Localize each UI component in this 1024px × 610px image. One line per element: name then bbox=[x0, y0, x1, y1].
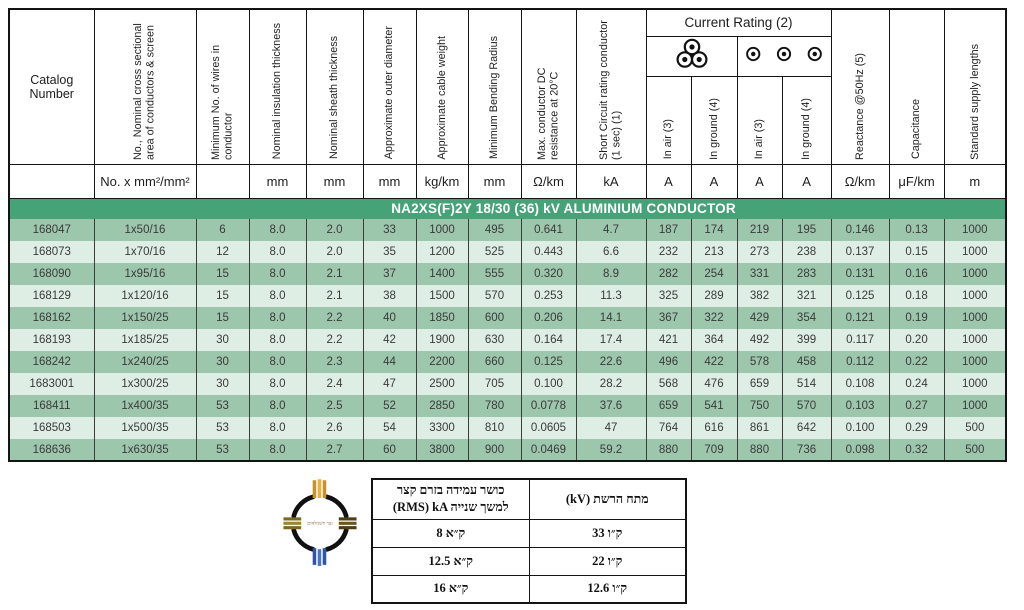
cell: 42 bbox=[363, 329, 416, 351]
cell: 780 bbox=[468, 395, 521, 417]
cell: 53 bbox=[196, 439, 249, 461]
cell: 0.16 bbox=[889, 263, 944, 285]
cell: 1000 bbox=[944, 351, 1006, 373]
cell: 500 bbox=[944, 417, 1006, 439]
cell: 0.641 bbox=[521, 219, 576, 241]
cell: 578 bbox=[737, 351, 782, 373]
table-row bbox=[9, 351, 1006, 373]
cell: 168129 bbox=[9, 285, 94, 307]
cell: 421 bbox=[646, 329, 691, 351]
cell: 525 bbox=[468, 241, 521, 263]
table-row bbox=[9, 373, 1006, 395]
cell: 8.0 bbox=[249, 417, 306, 439]
cell: 1000 bbox=[944, 241, 1006, 263]
cell: 476 bbox=[691, 373, 737, 395]
cell: 1x150/25 bbox=[94, 307, 196, 329]
cell: 44 bbox=[363, 351, 416, 373]
unit-label bbox=[9, 164, 94, 198]
cell: 254 bbox=[691, 263, 737, 285]
section-title-band bbox=[9, 198, 1006, 219]
cell: 1x400/35 bbox=[94, 395, 196, 417]
short-circuit-value: 16 ק״א bbox=[372, 575, 529, 603]
col-header-cross-section bbox=[94, 9, 196, 164]
cell: 213 bbox=[691, 241, 737, 263]
cell: 60 bbox=[363, 439, 416, 461]
col-label: In air (3) bbox=[662, 119, 675, 160]
unit-label: A bbox=[646, 164, 691, 198]
cell: 273 bbox=[737, 241, 782, 263]
cell: 1x95/16 bbox=[94, 263, 196, 285]
unit-label: mm bbox=[468, 164, 521, 198]
cell: 0.103 bbox=[831, 395, 889, 417]
cell: 0.098 bbox=[831, 439, 889, 461]
cell: 1x300/25 bbox=[94, 373, 196, 395]
unit-label: kg/km bbox=[416, 164, 468, 198]
voltage-row bbox=[372, 519, 686, 547]
logo-top-bars bbox=[313, 479, 327, 498]
cell: 37 bbox=[363, 263, 416, 285]
cell: 174 bbox=[691, 219, 737, 241]
cell: 2.7 bbox=[306, 439, 363, 461]
cell: 232 bbox=[646, 241, 691, 263]
cell: 422 bbox=[691, 351, 737, 373]
cell: 8.0 bbox=[249, 373, 306, 395]
cell: 2.1 bbox=[306, 263, 363, 285]
cell: 8.0 bbox=[249, 439, 306, 461]
cell: 2.3 bbox=[306, 351, 363, 373]
col-label: In ground (4) bbox=[707, 97, 720, 160]
col-header-supply-lengths bbox=[944, 9, 1006, 164]
cell: 0.121 bbox=[831, 307, 889, 329]
cell: 705 bbox=[468, 373, 521, 395]
cell: 15 bbox=[196, 263, 249, 285]
header-row-main bbox=[9, 9, 1006, 36]
col-label: No., Nominal cross sectional area of conductors & screen bbox=[132, 22, 157, 160]
cell: 11.3 bbox=[576, 285, 646, 307]
table-row bbox=[9, 439, 1006, 461]
col-label: Standard supply lengths bbox=[968, 43, 981, 160]
col-label: Minimum Bending Radius bbox=[488, 36, 501, 160]
unit-label: mm bbox=[306, 164, 363, 198]
cell: 458 bbox=[782, 351, 831, 373]
cell: 1900 bbox=[416, 329, 468, 351]
col-header-sheath-thickness bbox=[306, 9, 363, 164]
cell: 495 bbox=[468, 219, 521, 241]
cell: 15 bbox=[196, 285, 249, 307]
cell: 1000 bbox=[944, 307, 1006, 329]
network-voltage-column-header: (kV) מתח הרשת bbox=[529, 479, 686, 519]
cell: 38 bbox=[363, 285, 416, 307]
cell: 642 bbox=[782, 417, 831, 439]
cell: 321 bbox=[782, 285, 831, 307]
cell: 1850 bbox=[416, 307, 468, 329]
col-header-in-air-flat bbox=[737, 76, 782, 164]
cable-spec-table bbox=[8, 8, 1007, 462]
cell: 0.100 bbox=[521, 373, 576, 395]
cell: 0.125 bbox=[521, 351, 576, 373]
cell: 3300 bbox=[416, 417, 468, 439]
cell: 492 bbox=[737, 329, 782, 351]
table-row bbox=[9, 395, 1006, 417]
col-label: In air (3) bbox=[753, 119, 766, 160]
cell: 900 bbox=[468, 439, 521, 461]
cell: 168073 bbox=[9, 241, 94, 263]
cell: 1x50/16 bbox=[94, 219, 196, 241]
cell: 40 bbox=[363, 307, 416, 329]
cell: 1000 bbox=[944, 373, 1006, 395]
col-header-reactance bbox=[831, 9, 889, 164]
col-label: Minimum No. of wires in conductor bbox=[209, 44, 235, 160]
cell: 0.146 bbox=[831, 219, 889, 241]
cell: 0.125 bbox=[831, 285, 889, 307]
cell: 2.2 bbox=[306, 307, 363, 329]
cell: 283 bbox=[782, 263, 831, 285]
col-label: Nominal sheath thickness bbox=[328, 36, 341, 160]
cell: 47 bbox=[363, 373, 416, 395]
network-voltage-value: 12.6 ק״ו bbox=[529, 575, 686, 603]
short-circuit-column-header bbox=[372, 479, 529, 519]
cell: 195 bbox=[782, 219, 831, 241]
cell: 8.0 bbox=[249, 307, 306, 329]
cell: 1500 bbox=[416, 285, 468, 307]
cell: 35 bbox=[363, 241, 416, 263]
col-label: In ground (4) bbox=[800, 97, 813, 160]
cell: 54 bbox=[363, 417, 416, 439]
cell: 555 bbox=[468, 263, 521, 285]
cell: 0.206 bbox=[521, 307, 576, 329]
cell: 0.100 bbox=[831, 417, 889, 439]
cell: 0.18 bbox=[889, 285, 944, 307]
short-circuit-header-line2: (RMS) kA למשך שנייה bbox=[392, 500, 509, 515]
unit-label: m bbox=[944, 164, 1006, 198]
cell: 219 bbox=[737, 219, 782, 241]
unit-label: A bbox=[782, 164, 831, 198]
unit-label: A bbox=[691, 164, 737, 198]
cell: 0.22 bbox=[889, 351, 944, 373]
col-header-in-ground-flat bbox=[782, 76, 831, 164]
cell: 2.0 bbox=[306, 219, 363, 241]
cell: 0.0605 bbox=[521, 417, 576, 439]
unit-label: A bbox=[737, 164, 782, 198]
cell: 6.6 bbox=[576, 241, 646, 263]
col-label: Short Circuit rating conductor (1 sec) (1) bbox=[598, 19, 623, 160]
cell: 1000 bbox=[416, 219, 468, 241]
cell: 53 bbox=[196, 395, 249, 417]
cell: 33 bbox=[363, 219, 416, 241]
cell: 1x500/35 bbox=[94, 417, 196, 439]
cell: 0.24 bbox=[889, 373, 944, 395]
logo-right-bars bbox=[339, 517, 357, 529]
col-label: Capacitance bbox=[910, 99, 923, 160]
cell: 880 bbox=[737, 439, 782, 461]
cell: 399 bbox=[782, 329, 831, 351]
cell: 382 bbox=[737, 285, 782, 307]
cable-table-body bbox=[9, 198, 1006, 461]
cell: 28.2 bbox=[576, 373, 646, 395]
cell: 0.112 bbox=[831, 351, 889, 373]
cell: 2850 bbox=[416, 395, 468, 417]
voltage-row bbox=[372, 575, 686, 603]
cell: 630 bbox=[468, 329, 521, 351]
table-row bbox=[9, 285, 1006, 307]
cell: 30 bbox=[196, 351, 249, 373]
cell: 0.27 bbox=[889, 395, 944, 417]
cell: 1x630/35 bbox=[94, 439, 196, 461]
col-header-dc-resistance bbox=[521, 9, 576, 164]
cell: 2.4 bbox=[306, 373, 363, 395]
cell: 0.20 bbox=[889, 329, 944, 351]
cell: 30 bbox=[196, 329, 249, 351]
cell: 1x240/25 bbox=[94, 351, 196, 373]
cell: 1000 bbox=[944, 219, 1006, 241]
cell: 282 bbox=[646, 263, 691, 285]
cell: 764 bbox=[646, 417, 691, 439]
cell: 0.32 bbox=[889, 439, 944, 461]
cell: 0.29 bbox=[889, 417, 944, 439]
table-row bbox=[9, 417, 1006, 439]
cell: 1400 bbox=[416, 263, 468, 285]
unit-label bbox=[196, 164, 249, 198]
cell: 616 bbox=[691, 417, 737, 439]
col-header-in-air-trefoil bbox=[646, 76, 691, 164]
cell: 0.320 bbox=[521, 263, 576, 285]
cell: 1683001 bbox=[9, 373, 94, 395]
cell: 2200 bbox=[416, 351, 468, 373]
col-label: Nominal insulation thickness bbox=[271, 23, 284, 160]
cell: 367 bbox=[646, 307, 691, 329]
cell: 2.0 bbox=[306, 241, 363, 263]
cell: 570 bbox=[782, 395, 831, 417]
cell: 659 bbox=[737, 373, 782, 395]
cell: 325 bbox=[646, 285, 691, 307]
cell: 8.0 bbox=[249, 219, 306, 241]
logo-bottom-bars bbox=[313, 548, 327, 566]
cell: 187 bbox=[646, 219, 691, 241]
cell: 709 bbox=[691, 439, 737, 461]
col-header-in-ground-trefoil bbox=[691, 76, 737, 164]
table-row bbox=[9, 241, 1006, 263]
cell: 354 bbox=[782, 307, 831, 329]
cell: 880 bbox=[646, 439, 691, 461]
cell: 514 bbox=[782, 373, 831, 395]
col-header-capacitance bbox=[889, 9, 944, 164]
cell: 168503 bbox=[9, 417, 94, 439]
cell: 30 bbox=[196, 373, 249, 395]
current-rating-group-header: Current Rating (2) bbox=[646, 9, 831, 36]
cell: 2500 bbox=[416, 373, 468, 395]
logo-left-bars bbox=[283, 517, 301, 529]
cell: 0.0778 bbox=[521, 395, 576, 417]
cell: 600 bbox=[468, 307, 521, 329]
cell: 22.6 bbox=[576, 351, 646, 373]
company-logo bbox=[278, 474, 362, 568]
cell: 238 bbox=[782, 241, 831, 263]
cell: 541 bbox=[691, 395, 737, 417]
cell: 17.4 bbox=[576, 329, 646, 351]
cell: 1200 bbox=[416, 241, 468, 263]
cell: 500 bbox=[944, 439, 1006, 461]
cell: 1x185/25 bbox=[94, 329, 196, 351]
cell: 12 bbox=[196, 241, 249, 263]
col-header-cable-weight bbox=[416, 9, 468, 164]
cell: 1000 bbox=[944, 263, 1006, 285]
col-header-bending-radius bbox=[468, 9, 521, 164]
cell: 8.0 bbox=[249, 351, 306, 373]
cell: 570 bbox=[468, 285, 521, 307]
short-circuit-value: 8 ק״א bbox=[372, 519, 529, 547]
network-voltage-value: 33 ק״ו bbox=[529, 519, 686, 547]
cell: 750 bbox=[737, 395, 782, 417]
cell: 429 bbox=[737, 307, 782, 329]
cell: 6 bbox=[196, 219, 249, 241]
unit-label: Ω/km bbox=[831, 164, 889, 198]
cell: 659 bbox=[646, 395, 691, 417]
cell: 168047 bbox=[9, 219, 94, 241]
cell: 8.0 bbox=[249, 241, 306, 263]
flat-arrangement-icon bbox=[737, 36, 831, 76]
unit-label: kA bbox=[576, 164, 646, 198]
col-header-outer-diameter bbox=[363, 9, 416, 164]
cell: 0.131 bbox=[831, 263, 889, 285]
cell: 59.2 bbox=[576, 439, 646, 461]
trefoil-arrangement-icon bbox=[646, 36, 737, 76]
short-circuit-value: 12.5 ק״א bbox=[372, 547, 529, 575]
cell: 2.6 bbox=[306, 417, 363, 439]
cell: 810 bbox=[468, 417, 521, 439]
cell: 568 bbox=[646, 373, 691, 395]
col-label: Approximate cable weight bbox=[435, 35, 448, 160]
logo-center-text: נצר חשמלאים bbox=[307, 521, 333, 527]
col-label: Max. conductor DC resistance at 20°C bbox=[535, 67, 561, 160]
unit-label: No. x mm²/mm² bbox=[94, 164, 196, 198]
cell: 2.2 bbox=[306, 329, 363, 351]
cell: 0.19 bbox=[889, 307, 944, 329]
voltage-table-header-row bbox=[372, 479, 686, 519]
unit-label: μF/km bbox=[889, 164, 944, 198]
cell: 322 bbox=[691, 307, 737, 329]
col-header-short-circuit bbox=[576, 9, 646, 164]
cell: 660 bbox=[468, 351, 521, 373]
cell: 52 bbox=[363, 395, 416, 417]
cell: 0.0469 bbox=[521, 439, 576, 461]
table-row bbox=[9, 329, 1006, 351]
network-voltage-value: 22 ק״ו bbox=[529, 547, 686, 575]
cell: 8.0 bbox=[249, 329, 306, 351]
cell: 168162 bbox=[9, 307, 94, 329]
cell: 168411 bbox=[9, 395, 94, 417]
cell: 53 bbox=[196, 417, 249, 439]
cell: 0.13 bbox=[889, 219, 944, 241]
cell: 168242 bbox=[9, 351, 94, 373]
table-row bbox=[9, 219, 1006, 241]
short-circuit-header-line1: כושר עמידה בזרם קצר bbox=[397, 483, 505, 498]
cell: 8.9 bbox=[576, 263, 646, 285]
network-voltage-table bbox=[371, 478, 687, 604]
cell: 0.117 bbox=[831, 329, 889, 351]
cell: 8.0 bbox=[249, 395, 306, 417]
cell: 1000 bbox=[944, 329, 1006, 351]
voltage-row bbox=[372, 547, 686, 575]
cell: 1000 bbox=[944, 285, 1006, 307]
cell: 8.0 bbox=[249, 263, 306, 285]
col-header-catalog-number: Catalog Number bbox=[9, 9, 94, 164]
cell: 1000 bbox=[944, 395, 1006, 417]
table-row bbox=[9, 263, 1006, 285]
unit-label: Ω/km bbox=[521, 164, 576, 198]
col-header-insulation-thickness bbox=[249, 9, 306, 164]
cell: 8.0 bbox=[249, 285, 306, 307]
cell: 736 bbox=[782, 439, 831, 461]
cell: 2.5 bbox=[306, 395, 363, 417]
cell: 0.108 bbox=[831, 373, 889, 395]
cell: 496 bbox=[646, 351, 691, 373]
cell: 14.1 bbox=[576, 307, 646, 329]
cell: 0.253 bbox=[521, 285, 576, 307]
cell: 4.7 bbox=[576, 219, 646, 241]
cell: 3800 bbox=[416, 439, 468, 461]
cell: 37.6 bbox=[576, 395, 646, 417]
table-row bbox=[9, 307, 1006, 329]
cell: 0.164 bbox=[521, 329, 576, 351]
unit-label: mm bbox=[249, 164, 306, 198]
cell: 289 bbox=[691, 285, 737, 307]
cell: 2.1 bbox=[306, 285, 363, 307]
cell: 364 bbox=[691, 329, 737, 351]
section-title: NA2XS(F)2Y 18/30 (36) kV ALUMINIUM CONDUCTOR bbox=[9, 198, 1006, 219]
cell: 168090 bbox=[9, 263, 94, 285]
cell: 331 bbox=[737, 263, 782, 285]
cell: 15 bbox=[196, 307, 249, 329]
cell: 168636 bbox=[9, 439, 94, 461]
col-header-min-wires bbox=[196, 9, 249, 164]
cell: 0.443 bbox=[521, 241, 576, 263]
cell: 1x120/16 bbox=[94, 285, 196, 307]
cell: 861 bbox=[737, 417, 782, 439]
cell: 47 bbox=[576, 417, 646, 439]
cell: 0.137 bbox=[831, 241, 889, 263]
unit-label: mm bbox=[363, 164, 416, 198]
col-label: Reactance @50Hz (5) bbox=[853, 52, 866, 160]
units-row bbox=[9, 164, 1006, 198]
col-label: Approximate outer diameter bbox=[383, 26, 396, 160]
cell: 0.15 bbox=[889, 241, 944, 263]
cell: 1x70/16 bbox=[94, 241, 196, 263]
cell: 168193 bbox=[9, 329, 94, 351]
